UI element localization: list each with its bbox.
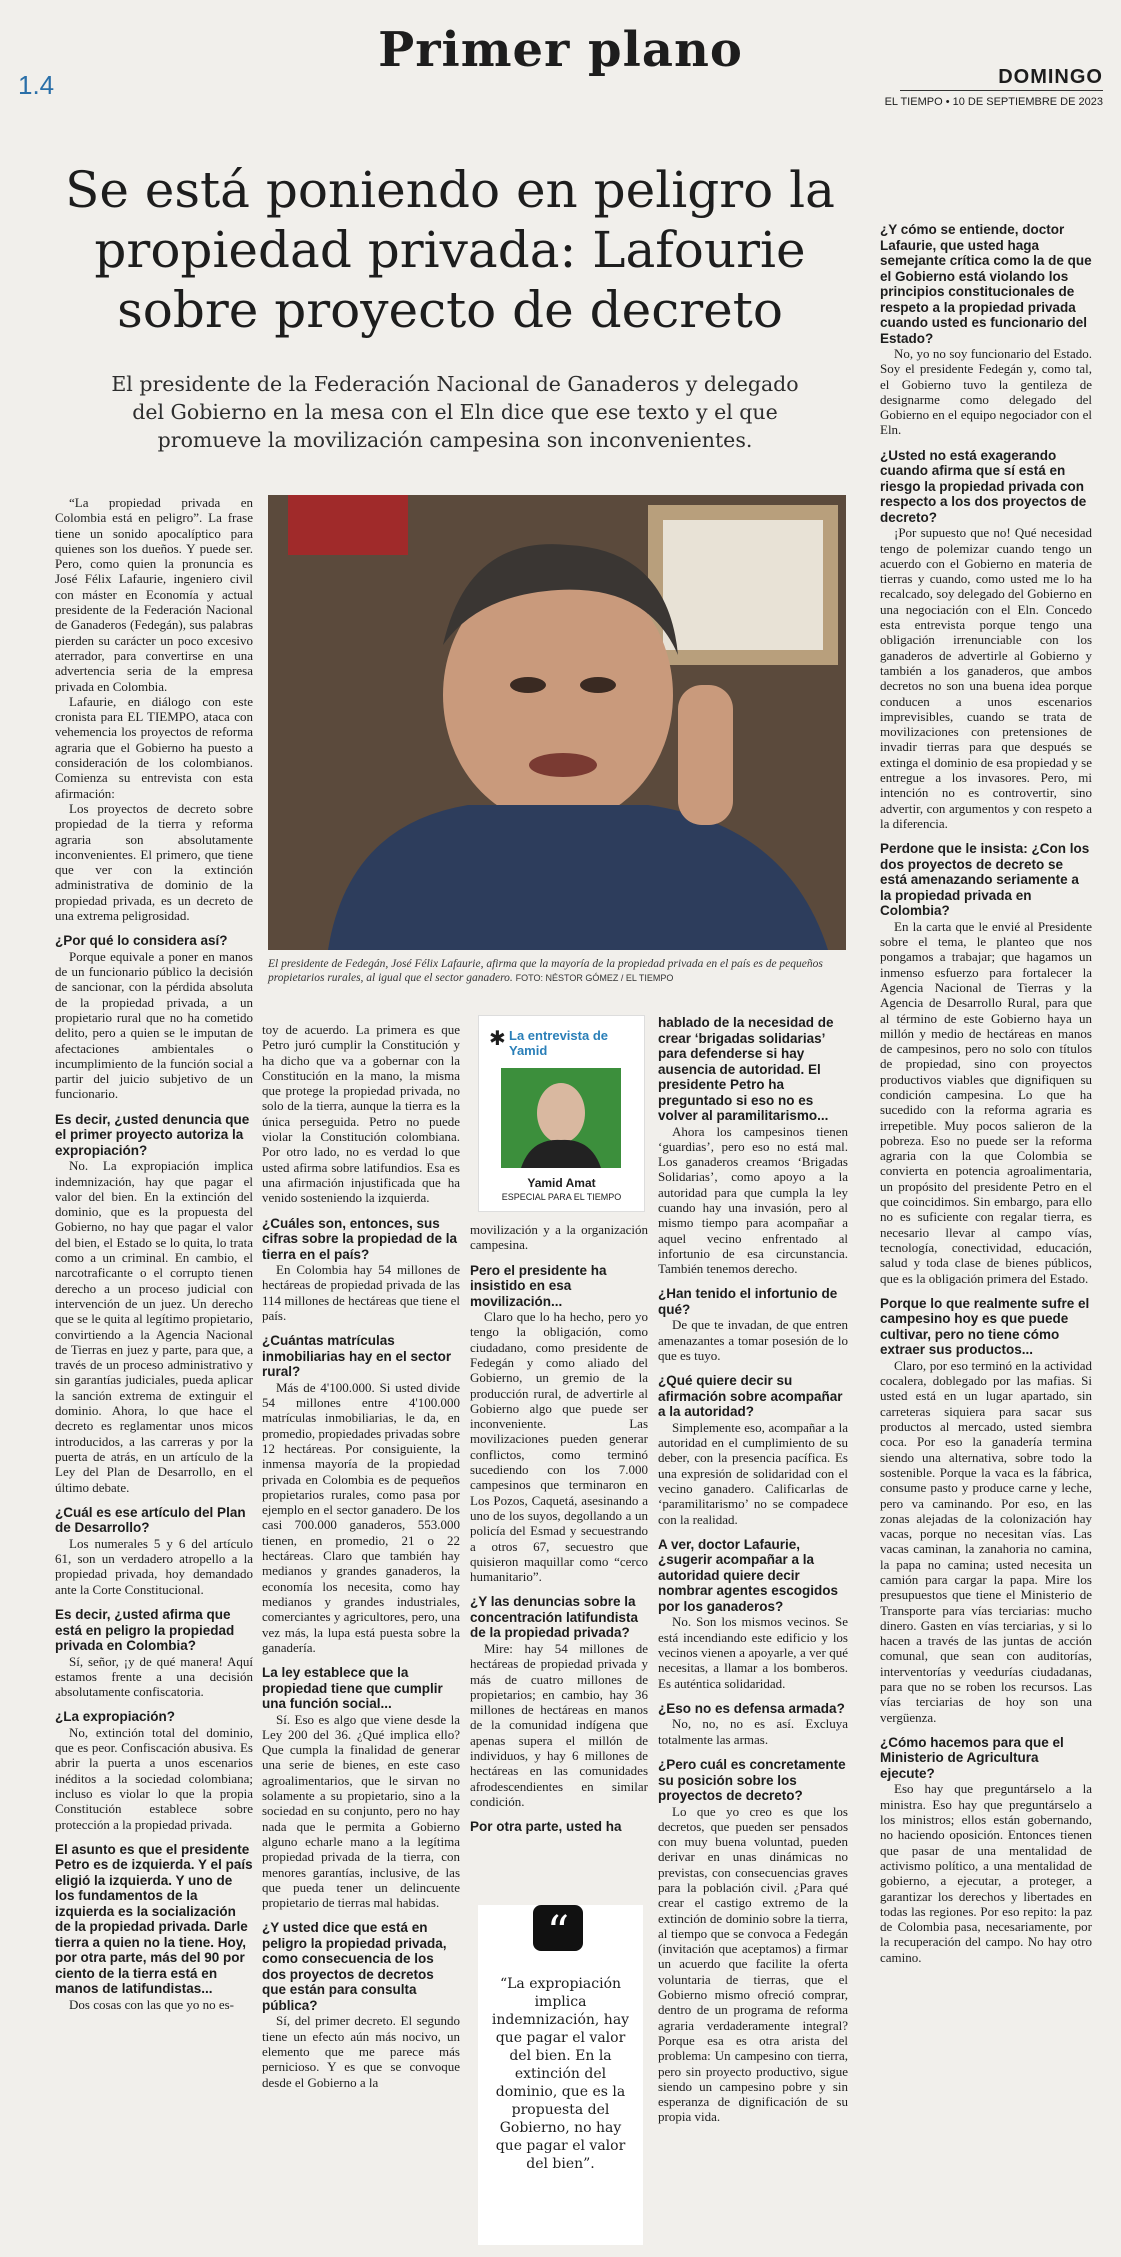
answer: No. Son los mismos vecinos. Se está incendiando este edificio y los vecinos vienen a apoyarle, a ver qué necesitas, a llamar a los bomberos. Es auténtica solidaridad. [658, 1614, 848, 1691]
answer: Claro que lo ha hecho, pero yo tengo la obligación, como ciudadano, como presidente de Fedegán y como aliado del Gobierno, un gremio de la producción rural, de advertirle al Gobierno algo que puede ser inconveniente. Las movilizaciones pueden generar conflictos, como terminó sucediendo con los 7.000 campesinos que terminaron en Los Pozos, Caquetá, asesinando a uno de los suyos, degollando a un policía del Esmad y secuestrando a otros 67, secuestro que quisieron maquillar como “cerco humanitario”. [470, 1309, 648, 1585]
column-1 [55, 495, 253, 2245]
column-4 [658, 1015, 848, 2245]
answer: No. La expropiación implica indemnización, hay que pagar el valor del bien. En la extinción del dominio, que es la propuesta del Gobierno, no hay que pagar el valor del bien, el Estado se lo quita, lo trata como a un criminal. En cambio, el narcotraficante o el corrupto tienen derecho a un proceso judicial con intervención de un juez. Un derecho que se le quita al legítimo propietario, convirtiendo a la Agencia Nacional de Tierras en juez y parte, para que, a través de un proceso administrativo y sin garantías judiciales, pueda aplicar la sanción extrema de extinguir el dominio. Ahora, lo que hace el decreto es reglamentar unos micos introducidos, a las carreras y por la puerta de atrás, en un artículo de la Ley del Plan de Desarrollo, en el último debate. [55, 1158, 253, 1495]
question: ¿Eso no es defensa armada? [658, 1700, 845, 1716]
column-5 [880, 222, 1092, 2245]
answer: No, extinción total del dominio, que es peor. Confiscación abusiva. Es abrir la puerta a unos escenarios inéditos a la sociedad colombiana; incluso es violar lo que la propia Constitución establece sobre protección a la propiedad privada. [55, 1724, 253, 1832]
author-name: Yamid Amat [527, 1176, 596, 1190]
promo-tag: La entrevista de Yamid [509, 1028, 608, 1058]
photo-credit: FOTO: NÉSTOR GÓMEZ / EL TIEMPO [515, 973, 674, 983]
question: ¿Cuál es ese artículo del Plan de Desarrollo? [55, 1504, 246, 1536]
question: ¿La expropiación? [55, 1709, 176, 1725]
answer: Porque equivale a poner en manos de un funcionario público la decisión de sancionar, con la pérdida absoluta de la propiedad privada, a un propietario rural que no ha cometido delito, pero a quien se le imputan de afectaciones ambientales o incumplimiento de la función social a partir del juicio subjetivo de un funcionario. [55, 948, 253, 1102]
header-rule [900, 90, 1103, 91]
question: Porque lo que realmente sufre el campesino hoy es que puede cultivar, pero no tiene cómo extraer sus productos... [880, 1295, 1090, 1358]
answer: No, no, no es así. Excluya totalmente las armas. [658, 1716, 848, 1747]
caption-text: El presidente de Fedegán, José Félix Lafaurie, afirma que la mayoría de la propiedad privada en el país es de pequeños propietarios rurales, al igual que el sector ganadero. [268, 958, 823, 984]
answer: Sí, señor, ¡y de qué manera! Aquí estamos frente a una decisión absolutamente confiscatoria. [55, 1653, 253, 1700]
headline: Se está poniendo en peligro la propiedad privada: Lafourie sobre proyecto de decreto [65, 161, 835, 339]
question: ¿Qué quiere decir su afirmación sobre acompañar a la autoridad? [658, 1373, 843, 1420]
question: Es decir, ¿usted afirma que está en peligro la propiedad privada en Colombia? [55, 1607, 235, 1653]
question: ¿Han tenido el infortunio de qué? [658, 1286, 838, 1317]
question: ¿Y usted dice que está en peligro la propiedad privada, como consecuencia de los dos proyectos de decretos que están para consulta pública? [262, 1920, 447, 2013]
answer: Los numerales 5 y 6 del artículo 61, son un verdadero atropello a la propiedad privada, hoy demandado ante la Corte Constitucional. [55, 1535, 253, 1597]
paragraph: “La propiedad privada en Colombia está en peligro”. La frase tiene un sonido apocalíptico para quienes son los dueños. Y puede ser. Pero, como quien la pronuncia es José Félix Lafaurie, ingeniero civil con máster en Economía y actual presidente de la Federación Nacional de Ganaderos (Fedegán), sus palabras pierden su carácter un poco excesivo aterrador, para convertirse en una advertencia seria de la empresa privada en Colombia. [55, 495, 253, 694]
answer: Dos cosas con las que yo no es- [69, 1996, 234, 2012]
answer: Ahora los campesinos tienen ‘guardias’, pero eso no está mal. Los ganaderos creamos ‘Brigadas Solidarias’, como apoyo a la autoridad para que cumpla la ley cuando hay una invasión, pero al mismo tiempo para acompañar a aquel vecino enfrentado al infortunio de esa circunstancia. También tenemos derecho. [658, 1123, 848, 1277]
pull-quote-text: “La expropiación implica indemnización, hay que pagar el valor del bien. En la extinción del dominio, que es la propuesta del Gobierno, no hay que pagar el valor del bien”. [491, 1976, 630, 2172]
question: ¿Cuántas matrículas inmobiliarias hay en el sector rural? [262, 1333, 452, 1380]
question: ¿Cuáles son, entonces, sus cifras sobre la propiedad de la tierra en el país? [262, 1215, 458, 1262]
paragraph: Lafaurie, en diálogo con este cronista para EL TIEMPO, ataca con vehemencia los proyectos de reforma agraria que el Gobierno ha puesto a consideración de los colombianos. Comienza su entrevista con esta afirmación: [55, 693, 253, 801]
answer: ¡Por supuesto que no! Qué necesidad tengo de polemizar cuando tengo un acuerdo con el Gobierno en materia de tierras y cuando, como usted me lo ha recalcado, soy delegado del Gobierno en una negociación con el Eln. Concedo esta entrevista porque tengo una obligación irrenunciable con los ganaderos de advertirle al Gobierno y también a los ganaderos, que ambos decretos no son una buena idea porque conducen a unos escenarios imprevisibles, cuando se trata de movilizaciones con pretensiones de invadir tierras para que después se extinga el dominio de esa propiedad y se entregue a los invasores. Pero, mi intención no es controvertir, sino advertir, con argumentos y con respeto a la diferencia. [880, 525, 1092, 831]
answer: Sí. Eso es algo que viene desde la Ley 200 del 36. ¿Qué implica ello? Que cumpla la finalidad de generar una serie de bienes, en este caso agroalimentarios, que le sirvan no solamente a su propietario, sino a la sociedad en su conjunto, pero no hay nada que le permita a Gobierno alguno echarle mano a la legítima propiedad privada de la tierra, con menores garantías, inclusive, de las que pueda tener un delincuente propietario de tierras mal habidas. [262, 1711, 460, 1911]
question: Perdone que le insista: ¿Con los dos proyectos de decreto se está amenazando seriamente a la propiedad privada en Colombia? [880, 841, 1090, 919]
author-role: ESPECIAL PARA EL TIEMPO [501, 1192, 622, 1202]
date-line: EL TIEMPO • 10 DE SEPTIEMBRE DE 2023 [884, 96, 1103, 108]
question: ¿Pero cuál es concretamente su posición sobre los proyectos de decreto? [658, 1757, 846, 1804]
answer: No, yo no soy funcionario del Estado. Soy el presidente Fedegán y, como tal, el Gobierno tuvo la gentileza de designarme como delegado del Gobierno en el equipo negociador con el Eln. [880, 346, 1092, 438]
answer: movilización y a la organización campesina. [470, 1222, 648, 1253]
portrait-illustration [268, 495, 846, 950]
answer: Lo que yo creo es que los decretos, que pueden ser pensados con muy buena voluntad, pueden derivar en unas dinámicas no previstas, con consecuencias graves para la población civil. ¿Para qué crear el castigo extremo de la extinción de dominio sobre la tierra, al tiempo que se convoca a Fedegán (invitación que aceptamos) a firmar un acuerdo que facilite la oferta voluntaria de tierras, que el Gobierno mismo ofreció comprar, dentro de un programa de reforma agraria verdaderamente integral? Porque esa es otra arista del problema: Un campesino con tierra, pero sin proyecto productivo, sigue siendo un campesino pobre y sin esperanza de dignificación de su propia vida. [658, 1803, 848, 2125]
portrait-photo [268, 495, 846, 950]
question: hablado de la necesidad de crear ‘brigadas solidarias’ para defenderse si hay ausencia de autoridad. El presidente Petro ha preguntado si eso no es volver al paramilitarismo... [658, 1015, 834, 1123]
answer: En Colombia hay 54 millones de hectáreas de propiedad privada de las 114 millones de hectáreas que tiene el país. [262, 1262, 460, 1323]
question: La ley establece que la propiedad tiene que cumplir una función social... [262, 1665, 443, 1712]
question: Es decir, ¿usted denuncia que el primer proyecto autoriza la expropiación? [55, 1111, 250, 1158]
question: ¿Usted no está exagerando cuando afirma que sí está en riesgo la propiedad privada con respecto a los dos proyectos de decreto? [880, 447, 1087, 525]
column-3 [470, 1222, 648, 1902]
question: A ver, doctor Lafaurie, ¿sugerir acompañar a la autoridad quiere decir nombrar agentes escogidos por los ganaderos? [658, 1536, 839, 1614]
page-number: 1.4 [18, 70, 55, 100]
question: El asunto es que el presidente Petro es de izquierda. Y el país eligió la izquierda. Y uno de los fundamentos de la izquierda es la socialización de la propiedad privada. Darle tierra a quien no la tiene. Hoy, por otra parte, más del 90 por ciento de la tierra está en manos de latifundistas... [55, 1841, 253, 1997]
interview-promo [478, 1015, 645, 1212]
photo-caption [268, 957, 846, 985]
answer: En la carta que le envié al Presidente sobre el tema, le planteo que nos pongamos a trabajar; que hagamos un inmenso esfuerzo para fortalecer la Agencia Nacional de Tierras y la Agencia de Desarrollo Rural, para que al término de este Gobierno haya un millón y medio de hectáreas en manos de campesinos, pero no solo con títulos de propiedad, sino con proyectos productivos viables que dignifiquen su condición campesina. Lo que ha sucedido con la reforma agraria es irrepetible. Muy pocos salieron de la pobreza. Eso no puede ser la reforma agraria con la que Colombia se convierta en potencia agroalimentaria, un propósito del presidente Petro en el que coincidimos. Sin embargo, para ello no es suficiente con regalar tierra, es necesario llevar al campo vías, tecnología, conectividad, educación, salud y toda clase de bienes públicos, que es la obligación primera del Estado. [880, 918, 1092, 1286]
section-title: Primer plano [378, 22, 743, 78]
answer: toy de acuerdo. La primera es que Petro juró cumplir la Constitución y ha dicho que va a gobernar con la Constitución en la mano, la misma que protege la propiedad privada, no solo de la tierra, aunque la tierra es la única perseguida. Petro no puede violar la Constitución colombiana. Por otro lado, no es verdad lo que usted afirma sobre latifundios. Esa es una afirmación injustificada que ha venido sosteniendo la izquierda. [262, 1022, 460, 1206]
deck: El presidente de la Federación Nacional de Ganaderos y delegado del Gobierno en la mesa con el Eln dice que ese texto y el que promueve la movilización campesina son inconvenientes. [111, 372, 799, 452]
question: Por otra parte, usted ha [470, 1819, 622, 1835]
author-photo [501, 1068, 621, 1168]
question: ¿Por qué lo considera así? [55, 933, 228, 949]
answer: Mire: hay 54 millones de hectáreas de propiedad privada y más de cuatro millones de propietarios; en cambio, hay 36 millones de hectáreas en manos de la comunidad indígena que apenas supera el millón de individuos, y hay 6 millones de hectáreas en las comunidades afrodescendientes en similar condición. [470, 1640, 648, 1809]
answer: Claro, por eso terminó en la actividad cocalera, doblegado por las mafias. Si usted está en un lugar apartado, sin carreteras siquiera para sacar sus productos al mercado, usted siembra coca. Por eso la ganadería termina siendo una alternativa, sobre todo la sostenible. Porque la vaca es la fábrica, consume pasto y produce carne y leche, pero va caminando. Por eso, en las zonas alejadas de la colonización hay vacas, porque no necesitan vías. Las vacas caminan, la zanahoria no camina, la papa no camina; usted necesita un camión para cargar la papa. Mire los presupuestos que tiene el Ministerio de Transporte para vías terciarias: mucho dinero. Gasten en vías terciarias, y si lo hacen a través de las juntas de acción comunal, que sean con auditorías, interventorías y veedurías ciudadanas, para que no se roben los recursos. Las vías terciarias de hoy son una vergüenza. [880, 1357, 1092, 1725]
question: Pero el presidente ha insistido en esa movilización... [470, 1262, 607, 1309]
paragraph: Los proyectos de decreto sobre propiedad de la tierra y reforma agraria son absolutamente inconvenientes. El primero, que tiene que ver con la extinción administrativa de dominio de la propiedad privada, es un decreto de una extrema peligrosidad. [55, 800, 253, 924]
quote-mark-icon: “ [533, 1905, 583, 1951]
column-2 [262, 1022, 460, 2245]
question: ¿Cómo hacemos para que el Ministerio de Agricultura ejecute? [880, 1734, 1064, 1781]
answer: Más de 4'100.000. Si usted divide 54 millones entre 4'100.000 matrículas inmobiliarias, le da, en promedio, propiedades privadas sobre 12 hectáreas. Por consiguiente, la inmensa mayoría de la propiedad privada en Colombia es de pequeños propietarios rurales, como pasa por ejemplo en el sector ganadero. De los casi 700.000 ganaderos, 553.000 tienen, en promedio, 21 o 22 hectáreas. Claro que también hay medianos y grandes ganaderos, la economía los necesita, como hay medianos y grandes industriales, comerciantes y agricultores, pero, una vez más, la lupa está puesta sobre la ganadería. [262, 1379, 460, 1655]
question: ¿Y cómo se entiende, doctor Lafaurie, que usted haga semejante crítica como la de que el Gobierno está violando los principios constitucionales de respeto a la propiedad privada cuando usted es funcionario del Estado? [880, 222, 1092, 346]
answer: Sí, del primer decreto. El segundo tiene un efecto aún más nocivo, un elemento que me parece más pernicioso. Y es que se convoque desde el Gobierno a la [262, 2013, 460, 2090]
answer: Eso hay que preguntárselo a la ministra. Eso hay que preguntárselo a los ministros; ellos están gobernando, no haciendo oposición. Entonces tienen que pasar de una mentalidad de activismo político, a una mentalidad de gobierno, a ejecutar, a proteger, a garantizar los derechos y libertades en todas las regiones. Por eso repito: la paz de Colombia pasa, necesariamente, por la recuperación del campo. No hay otro camino. [880, 1781, 1092, 1965]
question: ¿Y las denuncias sobre la concentración latifundista de la propiedad privada? [470, 1594, 639, 1641]
star-icon: ✱ [489, 1026, 506, 1050]
day-label: DOMINGO [998, 66, 1103, 88]
answer: Simplemente eso, acompañar a la autoridad en el cumplimiento de su deber, con la presencia pacífica. Es una expresión de solidaridad con el vecino ganadero. Calificarlas de ‘paramilitarismo’ no se compadece con la realidad. [658, 1419, 848, 1527]
pull-quote [478, 1905, 643, 2245]
answer: De que te invadan, de que entren amenazantes a tomar posesión de lo que es tuyo. [658, 1317, 848, 1364]
